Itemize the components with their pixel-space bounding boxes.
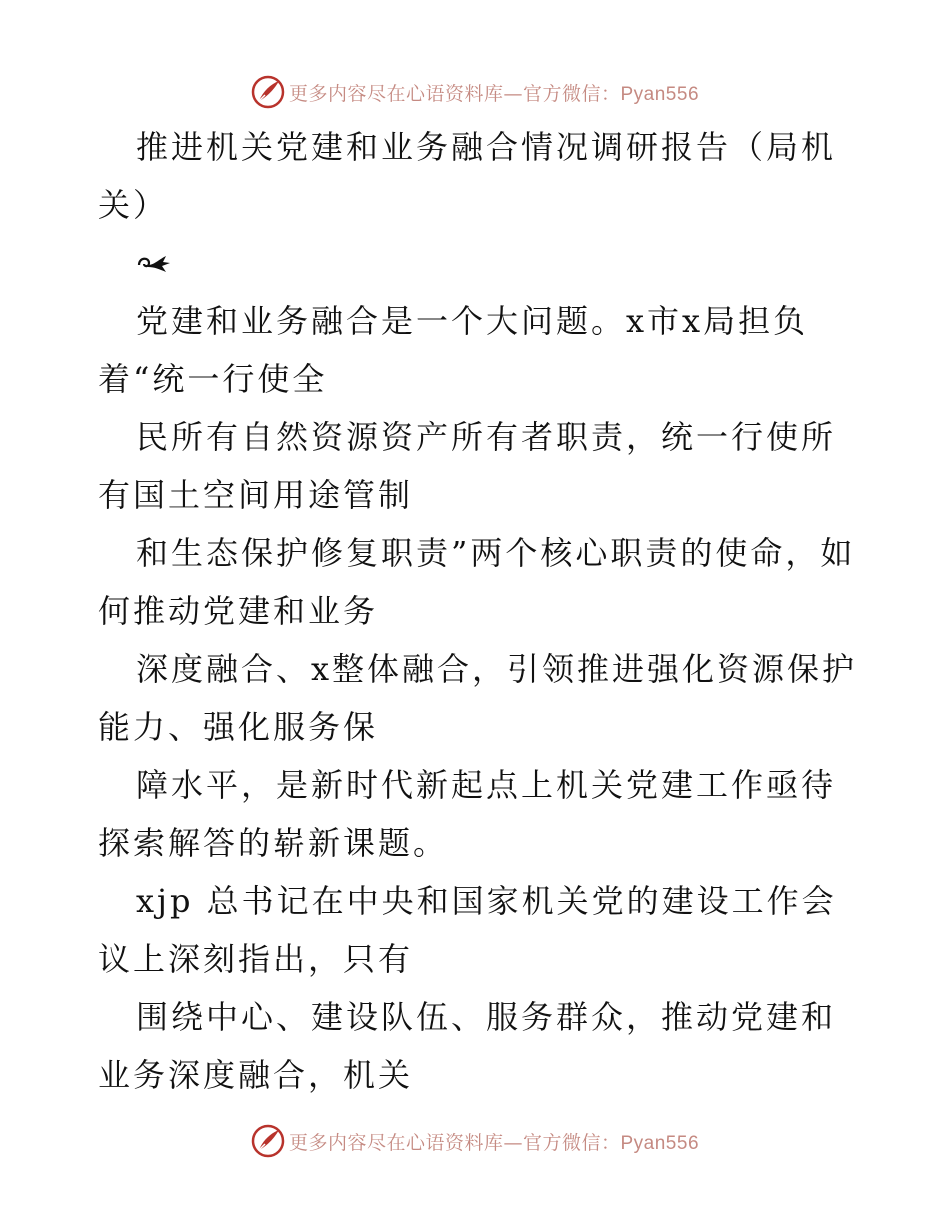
- fleuron-icon: [136, 252, 172, 274]
- paragraph: xjp 总书记在中央和国家机关党的建设工作会议上深刻指出，只有: [98, 882, 837, 978]
- footer-watermark: [0, 1121, 950, 1161]
- paragraph: 党建和业务融合是一个大问题。x市x局担负着“统一行使全: [98, 302, 809, 398]
- header-watermark-text: 更多内容尽在心语资料库—官方微信：Pyan556: [288, 82, 700, 105]
- paragraph: 深度融合、x整体融合，引领推进强化资源保护能力、强化服务保: [98, 650, 858, 746]
- paragraph: 民所有自然资源资产所有者职责，统一行使所有国土空间用途管制: [98, 418, 837, 514]
- feather-pen-logo-icon: [251, 1124, 285, 1158]
- feather-pen-logo-icon: [251, 75, 285, 109]
- paragraph: 障水平，是新时代新起点上机关党建工作亟待探索解答的崭新课题。: [98, 766, 837, 862]
- document-title: 推进机关党建和业务融合情况调研报告（局机关）: [98, 128, 837, 224]
- paragraph: 围绕中心、建设队伍、服务群众，推动党建和业务深度融合，机关: [98, 998, 837, 1094]
- ornament-row: [98, 234, 858, 292]
- footer-watermark-text: 更多内容尽在心语资料库—官方微信：Pyan556: [288, 1131, 700, 1154]
- document-body: [98, 118, 858, 1104]
- header-watermark: [0, 72, 950, 112]
- paragraph: 和生态保护修复职责”两个核心职责的使命，如何推动党建和业务: [98, 534, 856, 630]
